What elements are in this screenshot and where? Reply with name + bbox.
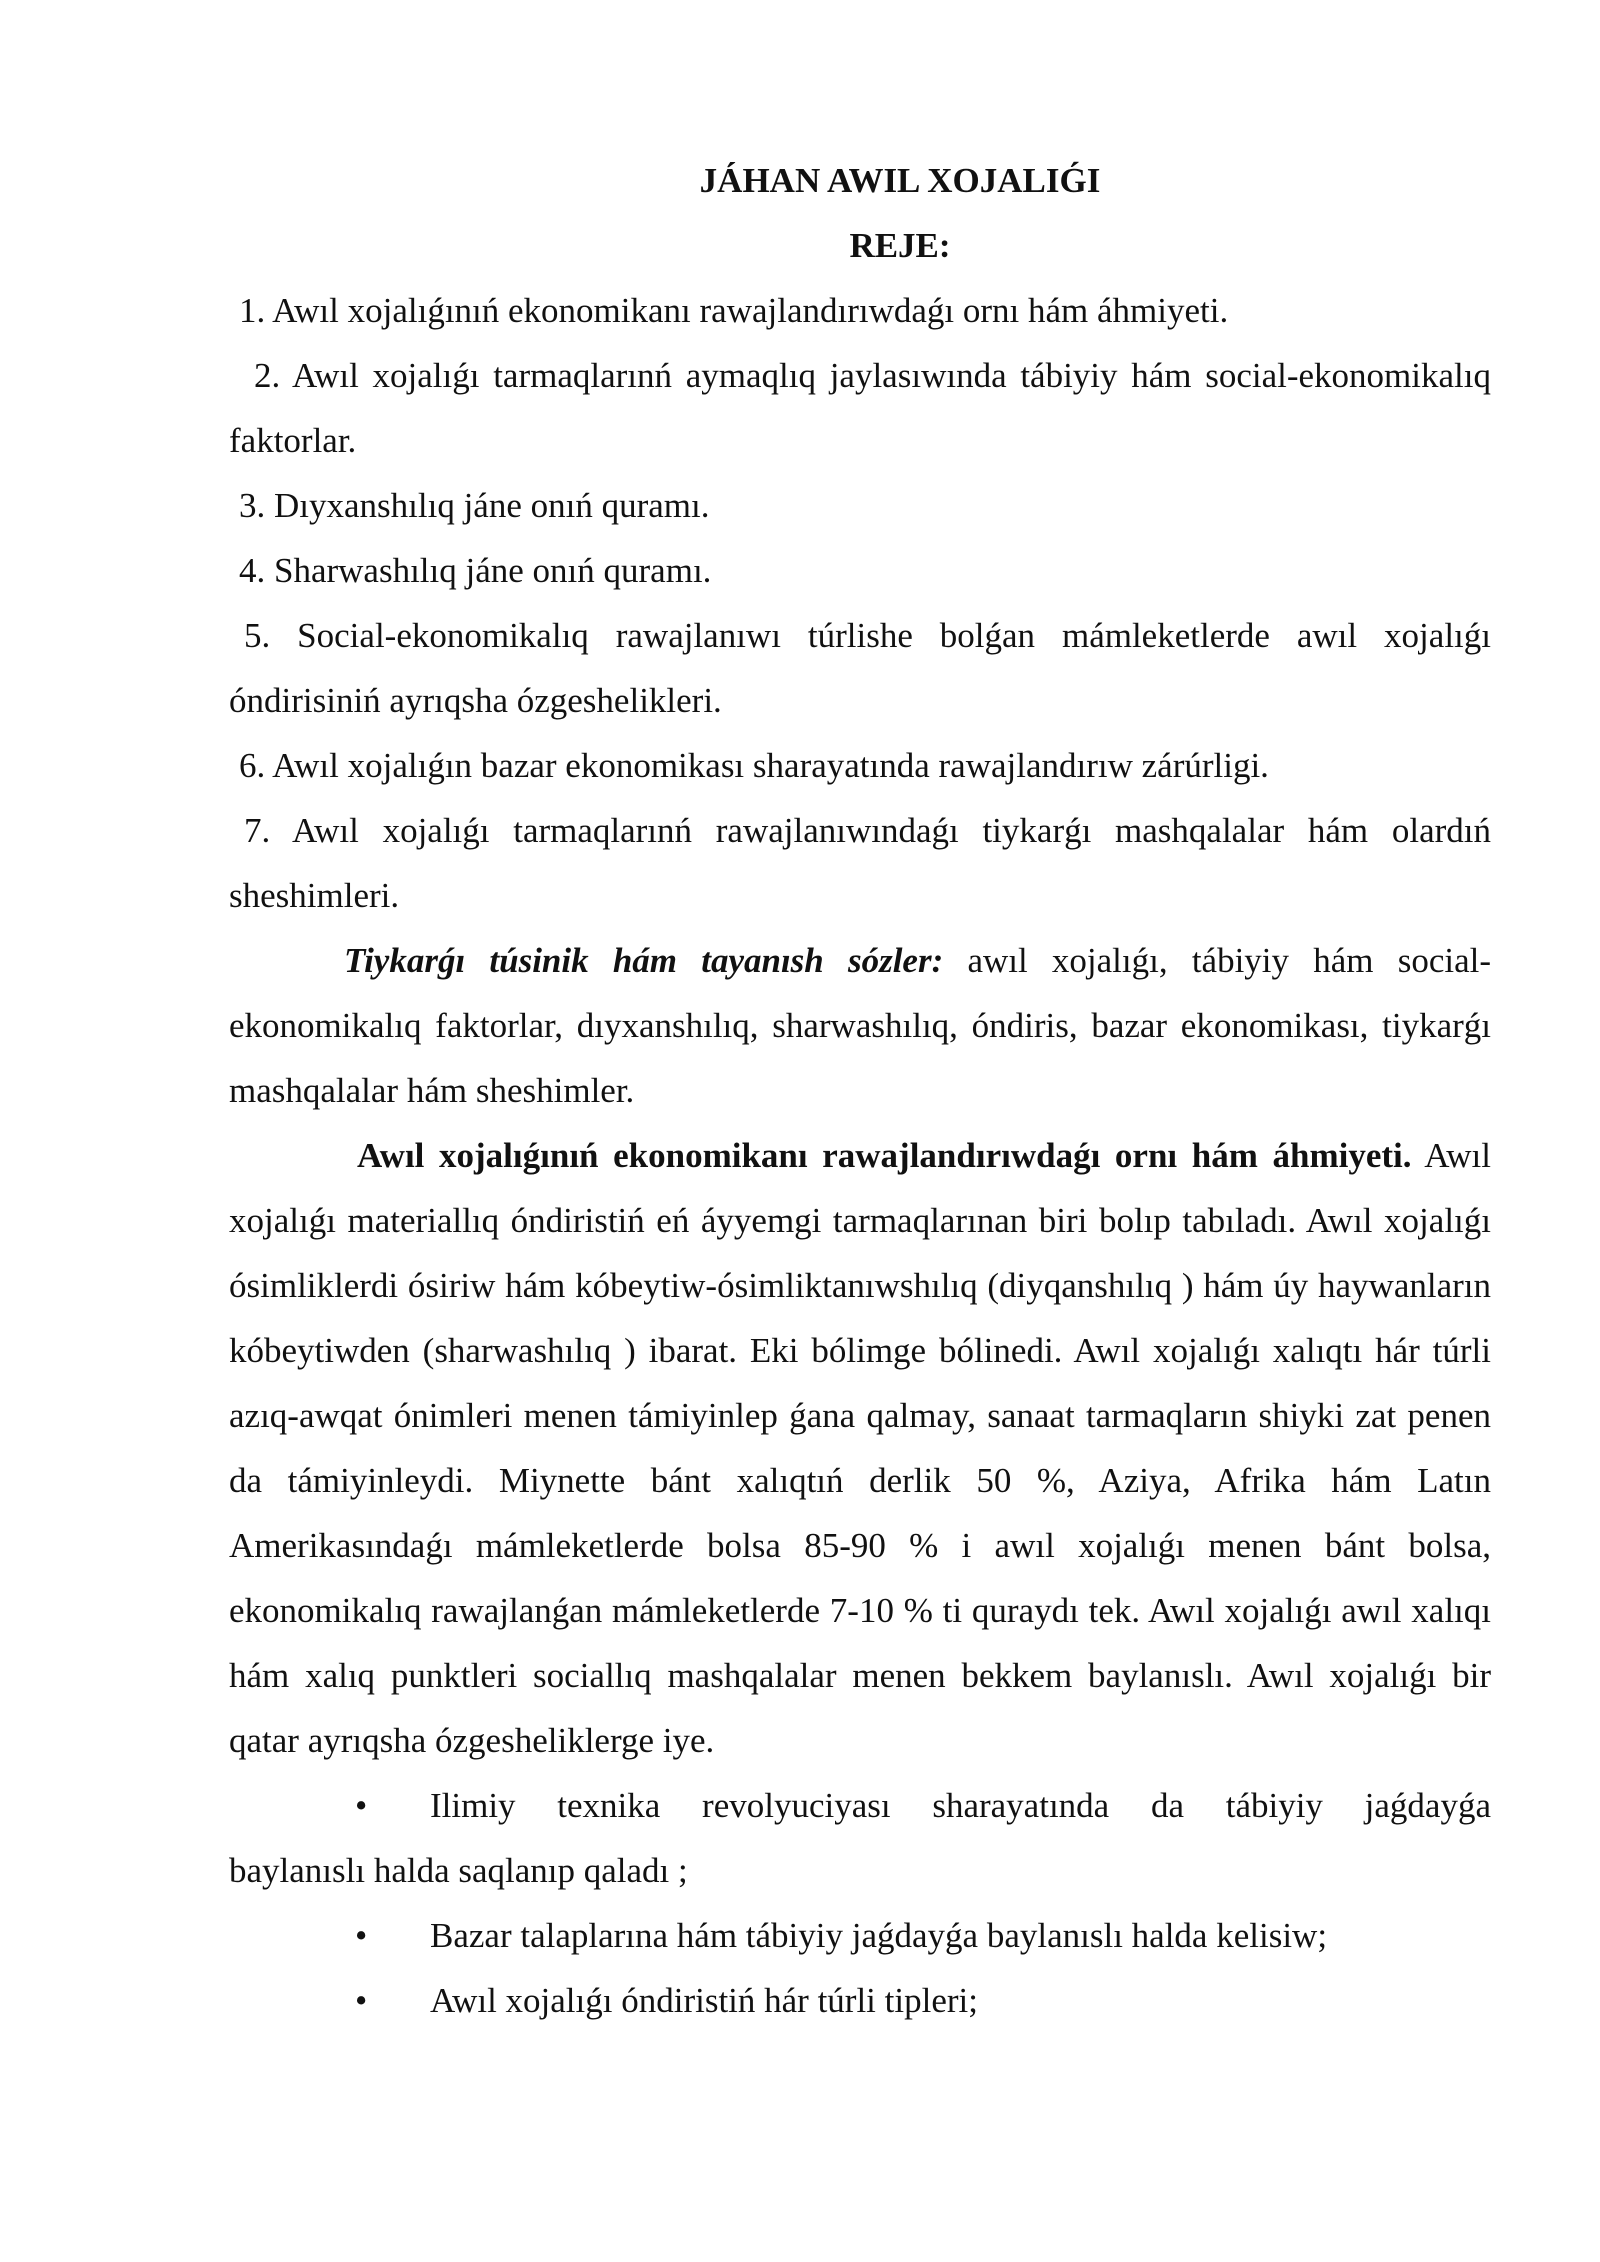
keywords-paragraph <box>229 928 1491 1123</box>
keywords-label: Tiykarǵı túsinik hám tayanısh sózler: <box>344 941 944 980</box>
document-page <box>229 148 1491 2033</box>
bullet-marker: • <box>355 1916 368 1955</box>
keywords-text: awıl xojalıǵı, tábiyiy hám social-ekonomikalıq faktorlar, dıyxanshılıq, sharwashılıq, óndiris, bazar ekonomikası, tiykarǵı mashqalalar hám sheshimler. <box>229 941 1491 1110</box>
section-paragraph <box>229 1123 1491 1773</box>
bullet-marker: • <box>355 1981 368 2020</box>
section-body: Awıl xojalıǵı materiallıq óndiristiń eń áyyemgi tarmaqlarınan biri bolıp tabıladı. Awıl xojalıǵı ósimliklerdi ósiriw hám kóbeytiw-ósimliktanıwshılıq (diyqanshılıq ) hám úy haywanların kóbeytiwden (sharwashılıq ) ibarat. Eki bólimge bólinedi. Awıl xojalıǵı xalıqtı hár túrli azıq-awqat ónimleri menen támiyinlep ǵana qalmay, sanaat tarmaqların shiyki zat penen da támiyinleydi. Miynette bánt xalıqtıń derlik 50 %, Aziya, Afrika hám Latın Amerikasındaǵı mámleketlerde bolsa 85-90 % i awıl xojalıǵı menen bánt bolsa, ekonomikalıq rawajlanǵan mámleketlerde 7-10 % ti quraydı tek. Awıl xojalıǵı awıl xalıqı hám xalıq punktleri sociallıq mashqalalar menen bekkem baylanıslı. Awıl xojalıǵı bir qatar ayrıqsha ózgesheliklerge iye. <box>229 1136 1492 1760</box>
bullet-continuation: baylanıslı halda saqlanıp qaladı ; <box>229 1851 688 1890</box>
bullet-text: Awıl xojalıǵı óndiristiń hár túrli tipleri; <box>430 1981 978 2020</box>
section-heading: Awıl xojalıǵınıń ekonomikanı rawajlandırıwdaǵı ornı hám áhmiyeti. <box>357 1136 1412 1175</box>
bullet-item-3 <box>229 1968 1491 2033</box>
plan-item-5: 5. Social-ekonomikalıq rawajlanıwı túrlishe bolǵan mámleketlerde awıl xojalıǵı óndirisiniń ayrıqsha ózgeshelikleri. <box>229 616 1491 720</box>
document-title: JÁHAN AWIL XOJALIǴI <box>699 161 1101 200</box>
plan-item-1: 1. Awıl xojalıǵınıń ekonomikanı rawajlandırıwdaǵı ornı hám áhmiyeti. <box>239 291 1229 330</box>
bullet-text: Ilimiy texnika revolyuciyası sharayatında da tábiyiy jaǵdayǵa <box>430 1786 1491 1825</box>
plan-item-3: 3. Dıyxanshılıq jáne onıń quramı. <box>239 486 710 525</box>
plan-item-4: 4. Sharwashılıq jáne onıń quramı. <box>239 551 712 590</box>
bullet-item-1 <box>229 1773 1491 1838</box>
plan-item-7: 7. Awıl xojalıǵı tarmaqlarınń rawajlanıwındaǵı tiykarǵı mashqalalar hám olardıń sheshimleri. <box>229 811 1491 915</box>
plan-heading: REJE: <box>849 226 951 265</box>
plan-item-2: 2. Awıl xojalıǵı tarmaqlarınń aymaqlıq jaylasıwında tábiyiy hám social-ekonomikalıq faktorlar. <box>229 356 1491 460</box>
bullet-text: Bazar talaplarına hám tábiyiy jaǵdayǵa baylanıslı halda kelisiw; <box>430 1916 1328 1955</box>
bullet-item-2 <box>229 1903 1491 1968</box>
bullet-marker: • <box>355 1786 368 1825</box>
plan-item-6: 6. Awıl xojalıǵın bazar ekonomikası sharayatında rawajlandırıw zárúrligi. <box>239 746 1269 785</box>
